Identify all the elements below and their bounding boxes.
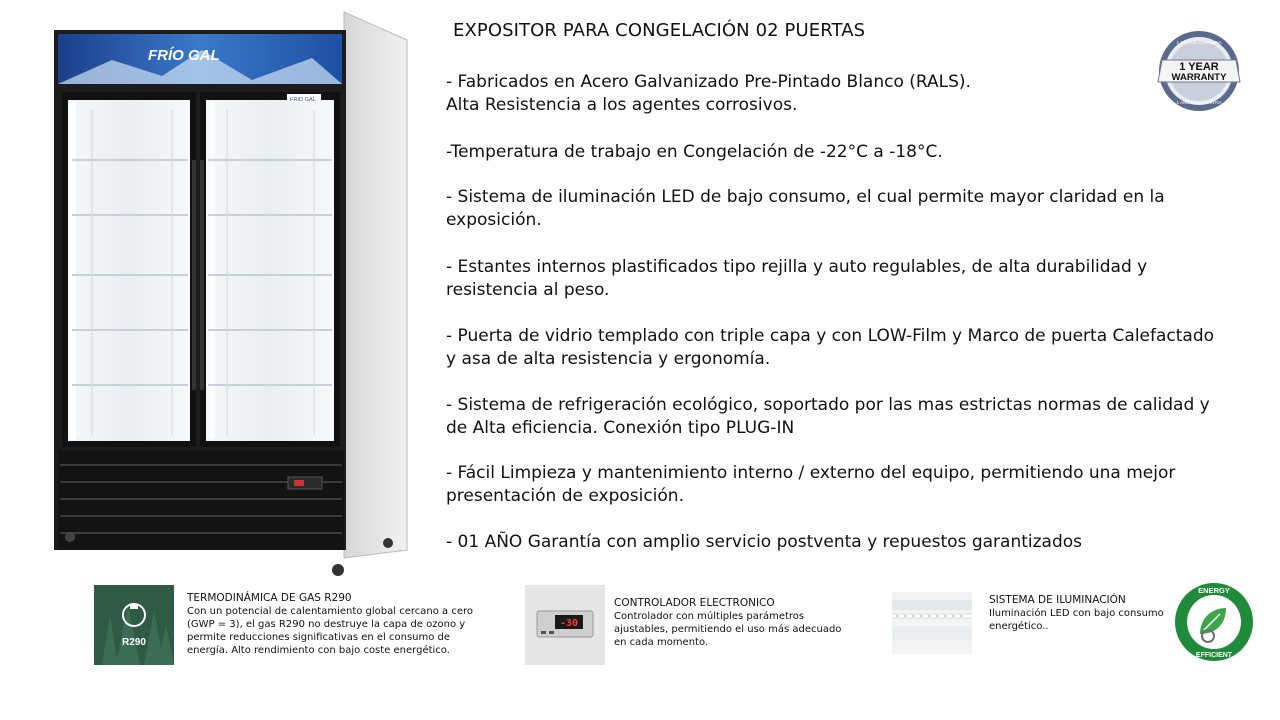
bullet-line: Alta Resistencia a los agentes corrosivos. (446, 95, 798, 115)
controller-display-value: -30 (559, 618, 579, 629)
feature-desc-line: energético.. (989, 621, 1049, 632)
feature-desc-line: en cada momento. (614, 637, 709, 648)
feature-desc-line: (GWP = 3), el gas R290 no destruye la capa de ozono y (187, 619, 466, 630)
feature-lighting (989, 594, 1164, 633)
bullet-line: - Puerta de vidrio templado con triple capa y con LOW-Film y Marco de puerta Calefactado (446, 326, 1215, 346)
warranty-line1: 1 YEAR (1179, 61, 1219, 73)
energy-bottom-label: EFFICIENT (1195, 652, 1233, 659)
bullet-refrigeration (446, 394, 1210, 440)
feature-desc-line: permite reducciones significativas en el consumo de (187, 632, 451, 643)
fridge-small-logo: FRIO GAL (290, 97, 316, 103)
feature-desc-line: Controlador con múltiples parámetros (614, 611, 805, 622)
r290-thumb-label: R290 (122, 637, 146, 648)
bullet-line: - Sistema de refrigeración ecológico, soportado por las mas estrictas normas de calidad y (446, 395, 1210, 415)
feature-desc-line: ajustables, permitiendo el uso más adecuado (614, 624, 842, 635)
energy-top-label: ENERGY (1198, 586, 1230, 595)
bullet-line: y asa de alta resistencia y ergonomía. (446, 349, 771, 369)
feature-title: TERMODINÁMICA DE GAS R290 (187, 592, 352, 604)
r290-gas-icon (94, 585, 174, 665)
warranty-ring-top: 1 AÑO DE GARANTIA (1176, 40, 1222, 45)
warranty-badge-icon (1156, 30, 1242, 112)
bullet-line: presentación de exposición. (446, 486, 684, 506)
bullet-line: - 01 AÑO Garantía con amplio servicio postventa y repuestos garantizados (446, 532, 1083, 552)
feature-r290 (187, 592, 473, 657)
bullet-warranty (446, 531, 1082, 554)
bullet-line: - Sistema de iluminación LED de bajo consumo, el cual permite mayor claridad en la (446, 187, 1165, 207)
feature-title: CONTROLADOR ELECTRONICO (614, 597, 775, 609)
feature-title: SISTEMA DE ILUMINACIÓN (989, 594, 1126, 606)
bullet-led-lighting (446, 186, 1165, 232)
led-strip-icon (892, 592, 972, 654)
bullet-cleaning (446, 462, 1175, 508)
feature-desc-line: Con un potencial de calentamiento global cercano a cero (187, 606, 474, 617)
bullet-line: de Alta eficiencia. Conexión tipo PLUG-IN (446, 418, 795, 438)
bullet-shelves (446, 256, 1147, 302)
bullet-line: resistencia al peso. (446, 280, 610, 300)
bullet-line: exposición. (446, 210, 542, 230)
warranty-ring-bottom: 1 AÑO DE GARANTIA (1176, 100, 1222, 105)
feature-controller (614, 597, 841, 649)
warranty-line2: WARRANTY (1171, 72, 1227, 83)
energy-efficient-icon (1174, 582, 1254, 662)
bullet-line: -Temperatura de trabajo en Congelación de -22°C a -18°C. (446, 142, 943, 162)
bullet-galvanized-steel (446, 71, 971, 117)
feature-desc-line: Iluminación LED con bajo consumo (989, 608, 1164, 619)
bullet-line: - Fácil Limpieza y mantenimiento interno / externo del equipo, permitiendo una mejor (446, 463, 1176, 483)
controller-display-icon (525, 585, 605, 665)
bullet-line: - Estantes internos plastificados tipo rejilla y auto regulables, de alta durabilidad y (446, 257, 1148, 277)
page-title: EXPOSITOR PARA CONGELACIÓN 02 PUERTAS (453, 20, 866, 41)
fridge-image (52, 10, 412, 585)
bullet-glass-door (446, 325, 1214, 371)
feature-desc-line: energía. Alto rendimiento con bajo coste energético. (187, 645, 450, 656)
brand-label: FRÍO GAL (148, 47, 220, 64)
bullet-temperature (446, 141, 943, 164)
bullet-line: - Fabricados en Acero Galvanizado Pre-Pintado Blanco (RALS). (446, 72, 971, 92)
